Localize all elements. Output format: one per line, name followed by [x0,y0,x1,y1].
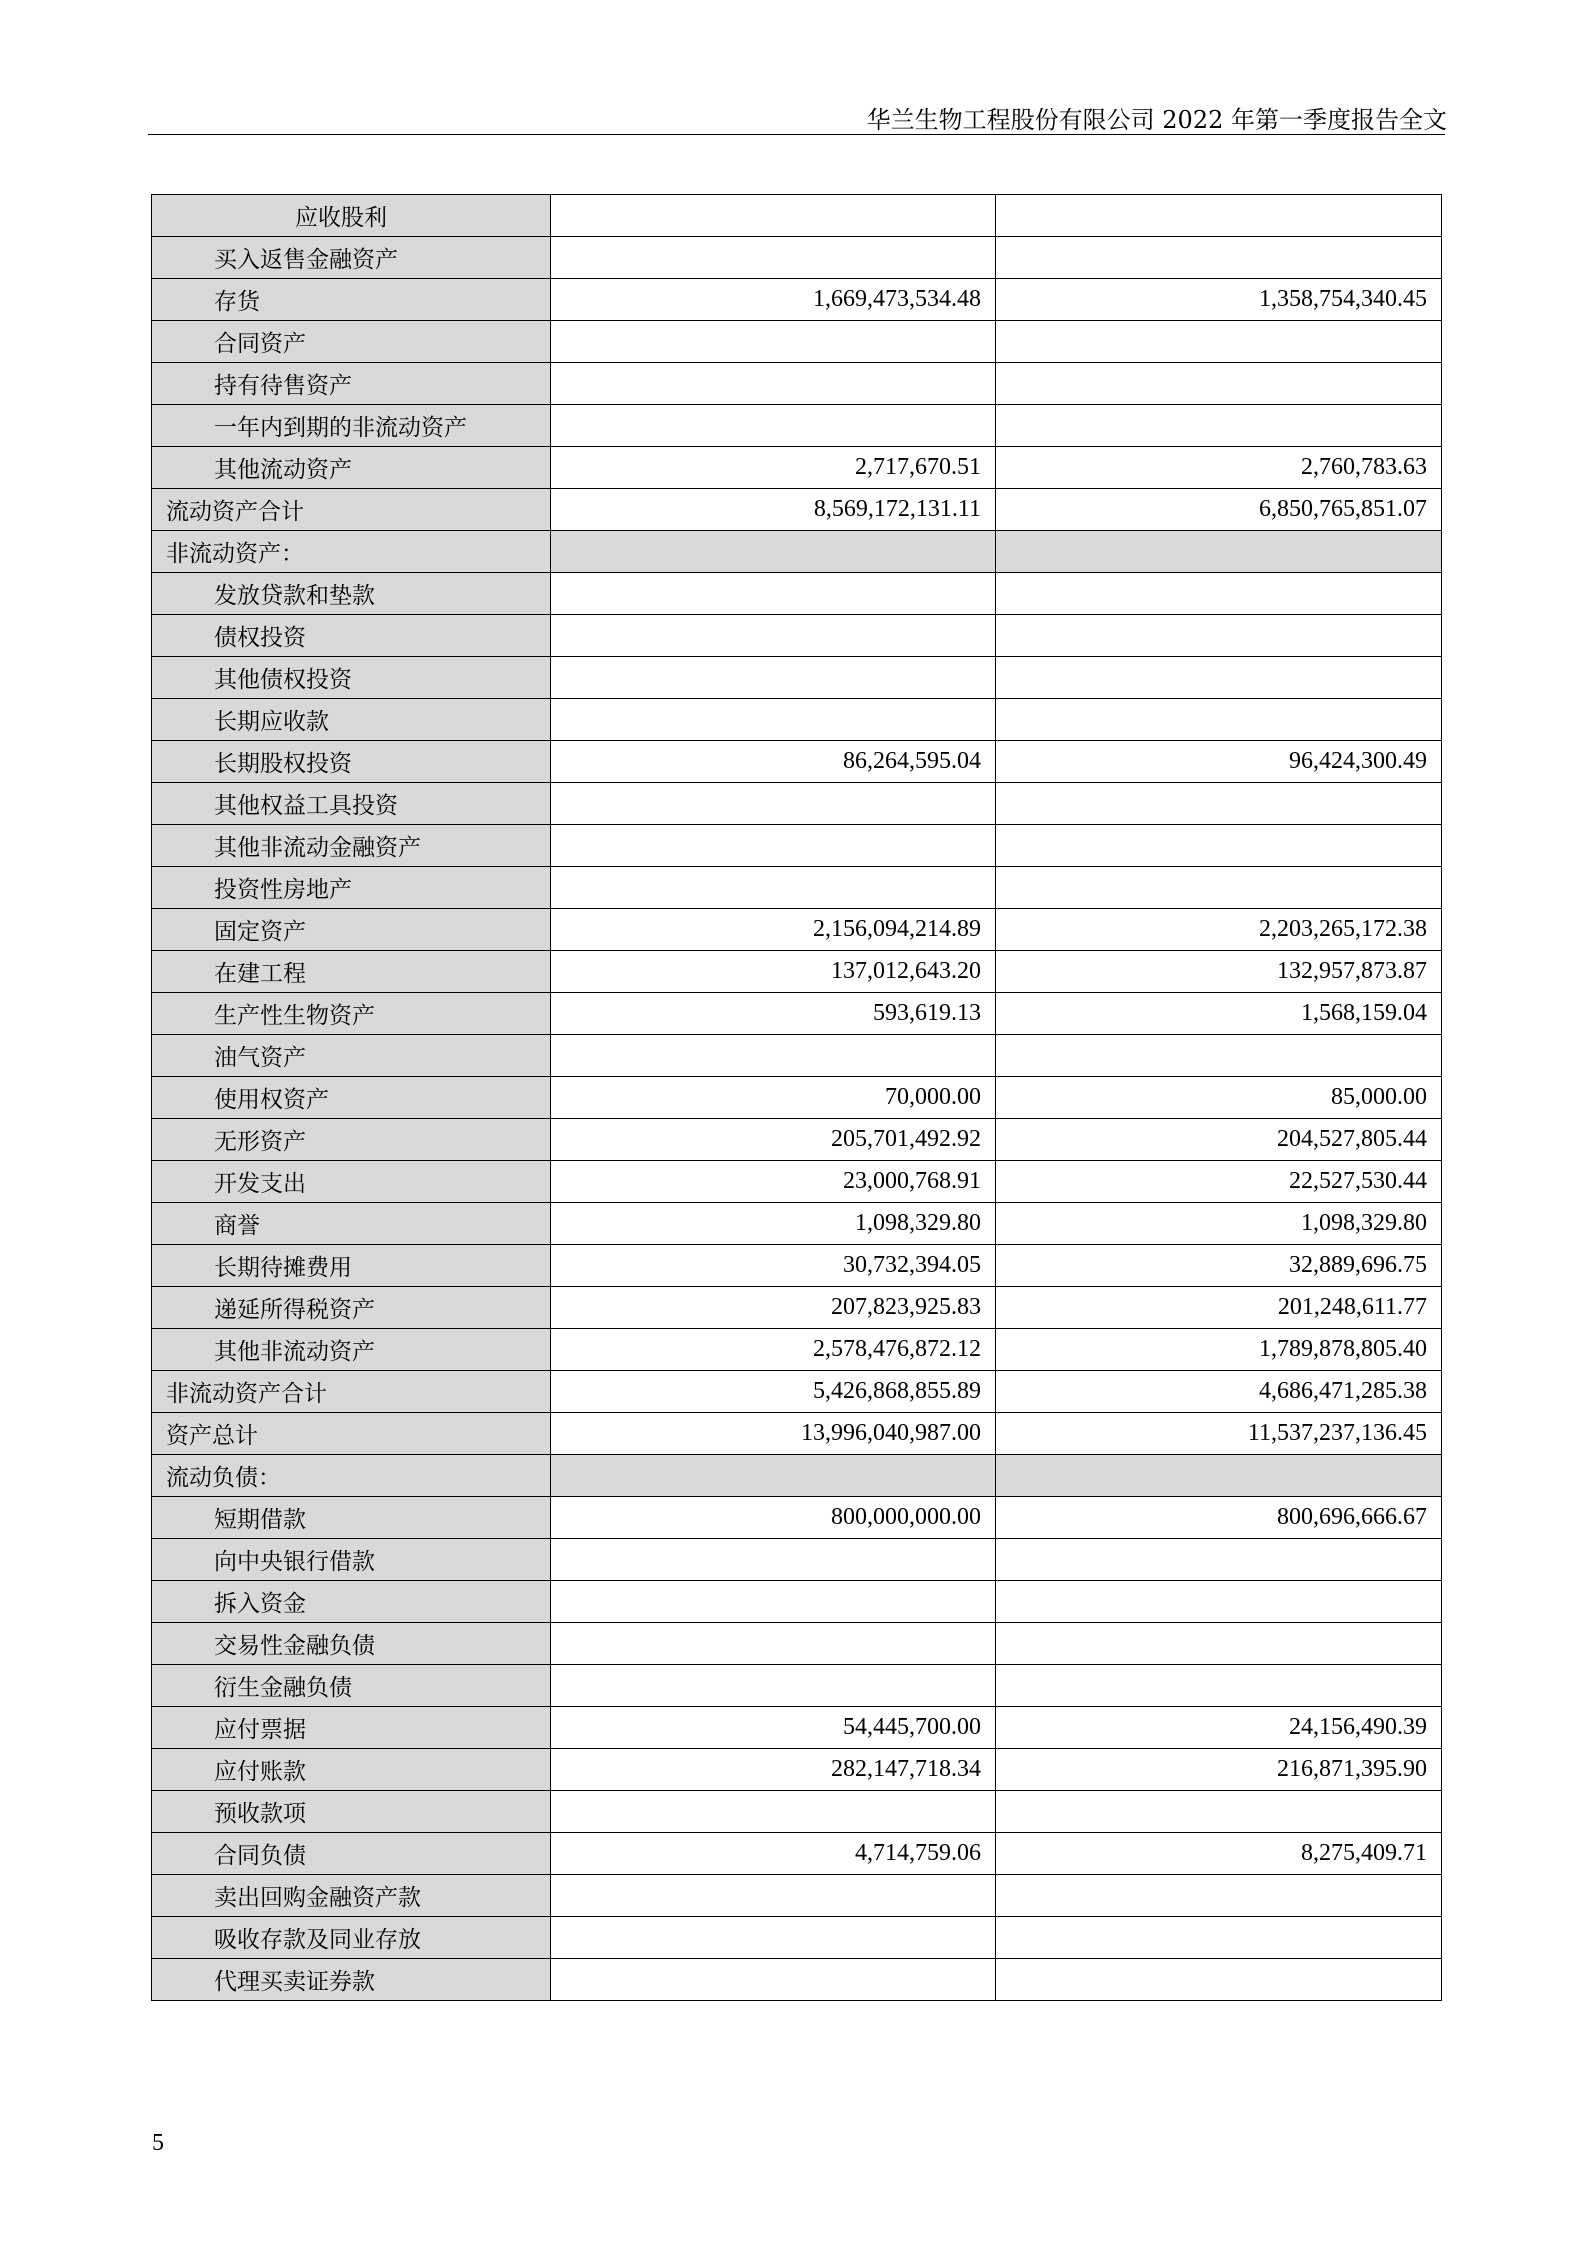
prior-period-value: 22,527,530.44 [996,1161,1442,1203]
row-label: 应付账款 [152,1749,551,1791]
table-row [152,1707,1442,1749]
current-period-value: 8,569,172,131.11 [551,489,996,531]
table-row [152,1203,1442,1245]
current-period-value [551,825,996,867]
prior-period-value: 4,686,471,285.38 [996,1371,1442,1413]
prior-period-value: 1,358,754,340.45 [996,279,1442,321]
prior-period-value: 8,275,409.71 [996,1833,1442,1875]
current-period-value [551,783,996,825]
prior-period-value: 201,248,611.77 [996,1287,1442,1329]
current-period-value [551,363,996,405]
row-label: 衍生金融负债 [152,1665,551,1707]
row-label: 流动资产合计 [152,489,551,531]
table-row [152,1161,1442,1203]
row-label: 使用权资产 [152,1077,551,1119]
prior-period-value: 1,568,159.04 [996,993,1442,1035]
table-row [152,1959,1442,2001]
current-period-value [551,1581,996,1623]
table-row [152,195,1442,237]
prior-period-value: 85,000.00 [996,1077,1442,1119]
row-label: 存货 [152,279,551,321]
prior-period-value: 6,850,765,851.07 [996,489,1442,531]
row-label: 流动负债： [152,1455,551,1497]
current-period-value: 205,701,492.92 [551,1119,996,1161]
row-label: 一年内到期的非流动资产 [152,405,551,447]
table-row [152,867,1442,909]
current-period-value: 137,012,643.20 [551,951,996,993]
table-row [152,741,1442,783]
prior-period-value [996,783,1442,825]
prior-period-value: 96,424,300.49 [996,741,1442,783]
prior-period-value [996,825,1442,867]
table-row [152,615,1442,657]
row-label: 在建工程 [152,951,551,993]
row-label: 合同负债 [152,1833,551,1875]
prior-period-value: 800,696,666.67 [996,1497,1442,1539]
current-period-value [551,867,996,909]
row-label: 代理买卖证券款 [152,1959,551,2001]
table-row [152,1371,1442,1413]
table-row [152,1749,1442,1791]
prior-period-value: 132,957,873.87 [996,951,1442,993]
table-row [152,1665,1442,1707]
current-period-value: 207,823,925.83 [551,1287,996,1329]
current-period-value: 30,732,394.05 [551,1245,996,1287]
table-row [152,363,1442,405]
row-label: 资产总计 [152,1413,551,1455]
row-label: 非流动资产： [152,531,551,573]
row-label: 递延所得税资产 [152,1287,551,1329]
prior-period-value: 2,203,265,172.38 [996,909,1442,951]
row-label: 其他流动资产 [152,447,551,489]
table-row [152,1119,1442,1161]
prior-period-value [996,1917,1442,1959]
current-period-value: 1,098,329.80 [551,1203,996,1245]
table-row [152,825,1442,867]
current-period-value: 2,156,094,214.89 [551,909,996,951]
prior-period-value [996,237,1442,279]
current-period-value [551,1959,996,2001]
table-row [152,699,1442,741]
prior-period-value [996,1875,1442,1917]
prior-period-value [996,1035,1442,1077]
table-row [152,447,1442,489]
current-period-value: 2,717,670.51 [551,447,996,489]
prior-period-value: 1,789,878,805.40 [996,1329,1442,1371]
table-row [152,1455,1442,1497]
table-row [152,237,1442,279]
prior-period-value: 32,889,696.75 [996,1245,1442,1287]
row-label: 其他权益工具投资 [152,783,551,825]
row-label: 吸收存款及同业存放 [152,1917,551,1959]
prior-period-value [996,405,1442,447]
current-period-value [551,615,996,657]
table-row [152,1245,1442,1287]
current-period-value [551,699,996,741]
current-period-value: 13,996,040,987.00 [551,1413,996,1455]
prior-period-value [996,657,1442,699]
current-period-value [551,1791,996,1833]
page-number: 5 [152,2130,164,2156]
table-row [152,1833,1442,1875]
row-label: 应付票据 [152,1707,551,1749]
prior-period-value [996,573,1442,615]
row-label: 预收款项 [152,1791,551,1833]
prior-period-value: 2,760,783.63 [996,447,1442,489]
prior-period-value: 1,098,329.80 [996,1203,1442,1245]
current-period-value: 70,000.00 [551,1077,996,1119]
prior-period-value [996,1539,1442,1581]
table-row [152,531,1442,573]
prior-period-value [996,1665,1442,1707]
current-period-value: 23,000,768.91 [551,1161,996,1203]
row-label: 其他非流动金融资产 [152,825,551,867]
row-label: 非流动资产合计 [152,1371,551,1413]
prior-period-value [996,867,1442,909]
table-row [152,951,1442,993]
prior-period-value [996,1581,1442,1623]
table-row [152,321,1442,363]
current-period-value [551,1455,996,1497]
current-period-value [551,195,996,237]
table-row [152,1329,1442,1371]
prior-period-value [996,321,1442,363]
table-row [152,1581,1442,1623]
prior-period-value [996,1959,1442,2001]
prior-period-value [996,699,1442,741]
current-period-value: 5,426,868,855.89 [551,1371,996,1413]
prior-period-value [996,363,1442,405]
row-label: 向中央银行借款 [152,1539,551,1581]
table-row [152,1917,1442,1959]
current-period-value [551,531,996,573]
row-label: 买入返售金融资产 [152,237,551,279]
row-label: 持有待售资产 [152,363,551,405]
table-row [152,909,1442,951]
current-period-value [551,573,996,615]
current-period-value: 86,264,595.04 [551,741,996,783]
prior-period-value [996,531,1442,573]
current-period-value: 593,619.13 [551,993,996,1035]
current-period-value [551,1035,996,1077]
prior-period-value [996,1623,1442,1665]
current-period-value [551,1665,996,1707]
table-row [152,1539,1442,1581]
table-row [152,993,1442,1035]
current-period-value: 2,578,476,872.12 [551,1329,996,1371]
table-row [152,1875,1442,1917]
table-row [152,1035,1442,1077]
row-label: 开发支出 [152,1161,551,1203]
prior-period-value: 24,156,490.39 [996,1707,1442,1749]
current-period-value: 800,000,000.00 [551,1497,996,1539]
prior-period-value [996,1455,1442,1497]
current-period-value [551,1917,996,1959]
row-label: 发放贷款和垫款 [152,573,551,615]
row-label: 其他债权投资 [152,657,551,699]
balance-sheet-table [151,194,1442,2001]
table-row [152,657,1442,699]
current-period-value [551,321,996,363]
current-period-value: 1,669,473,534.48 [551,279,996,321]
row-label: 投资性房地产 [152,867,551,909]
table-row [152,405,1442,447]
row-label: 拆入资金 [152,1581,551,1623]
table-row [152,279,1442,321]
row-label: 长期股权投资 [152,741,551,783]
report-header-title: 华兰生物工程股份有限公司 2022 年第一季度报告全文 [866,106,1447,134]
row-label: 生产性生物资产 [152,993,551,1035]
row-label: 固定资产 [152,909,551,951]
current-period-value [551,1539,996,1581]
row-label: 短期借款 [152,1497,551,1539]
prior-period-value: 11,537,237,136.45 [996,1413,1442,1455]
row-label: 债权投资 [152,615,551,657]
current-period-value: 54,445,700.00 [551,1707,996,1749]
prior-period-value [996,615,1442,657]
current-period-value [551,237,996,279]
current-period-value [551,1875,996,1917]
current-period-value [551,405,996,447]
row-label: 合同资产 [152,321,551,363]
current-period-value [551,657,996,699]
current-period-value [551,1623,996,1665]
current-period-value: 282,147,718.34 [551,1749,996,1791]
row-label: 油气资产 [152,1035,551,1077]
table-row [152,1413,1442,1455]
row-label: 长期应收款 [152,699,551,741]
table-row [152,1497,1442,1539]
table-row [152,1287,1442,1329]
header-divider [148,134,1445,135]
row-label: 无形资产 [152,1119,551,1161]
row-label: 卖出回购金融资产款 [152,1875,551,1917]
row-label: 长期待摊费用 [152,1245,551,1287]
row-label: 交易性金融负债 [152,1623,551,1665]
row-label: 应收股利 [152,195,551,237]
table-row [152,1623,1442,1665]
prior-period-value: 216,871,395.90 [996,1749,1442,1791]
row-label: 商誉 [152,1203,551,1245]
table-row [152,783,1442,825]
balance-sheet-body [152,195,1442,2001]
row-label: 其他非流动资产 [152,1329,551,1371]
table-row [152,1791,1442,1833]
table-row [152,573,1442,615]
table-row [152,1077,1442,1119]
current-period-value: 4,714,759.06 [551,1833,996,1875]
table-row [152,489,1442,531]
prior-period-value: 204,527,805.44 [996,1119,1442,1161]
prior-period-value [996,1791,1442,1833]
prior-period-value [996,195,1442,237]
